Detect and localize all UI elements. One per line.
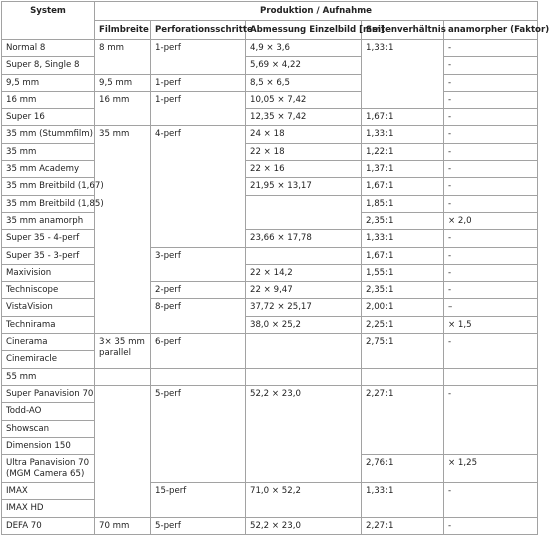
cell-system: Ultra Panavision 70 (MGM Camera 65) [2, 455, 95, 483]
cell-filmbreite: 8 mm [95, 40, 151, 75]
cell-perforation: 2-perf [151, 282, 246, 299]
cell-anamorph: - [444, 57, 538, 74]
cell-seitenverhaeltnis [362, 368, 444, 385]
table-row [2, 57, 538, 74]
table-row [2, 299, 538, 316]
cell-system: IMAX [2, 483, 95, 500]
cell-perforation: 3-perf [151, 247, 246, 282]
cell-seitenverhaeltnis: 2,00:1 [362, 299, 444, 316]
cell-anamorph: - [444, 385, 538, 454]
cell-anamorph: - [444, 517, 538, 534]
cell-system: 35 mm anamorph [2, 212, 95, 229]
table-row [2, 368, 538, 385]
cell-seitenverhaeltnis: 2,27:1 [362, 385, 444, 454]
cell-filmbreite: 3× 35 mm parallel [95, 334, 151, 369]
cell-abmessung: 37,72 × 25,17 [246, 299, 362, 316]
cell-anamorph: - [444, 40, 538, 57]
cell-filmbreite: 70 mm [95, 517, 151, 534]
cell-anamorph: - [444, 483, 538, 518]
cell-perforation: 8-perf [151, 299, 246, 334]
table-row [2, 282, 538, 299]
cell-filmbreite: 16 mm [95, 91, 151, 126]
cell-perforation: 1-perf [151, 74, 246, 91]
cell-system: Maxivision [2, 264, 95, 281]
cell-anamorph: - [444, 247, 538, 264]
cell-anamorph: - [444, 334, 538, 369]
cell-abmessung: 52,2 × 23,0 [246, 517, 362, 534]
cell-system: 35 mm (Stummfilm) [2, 126, 95, 143]
cell-seitenverhaeltnis: 1,33:1 [362, 126, 444, 143]
cell-seitenverhaeltnis: 2,25:1 [362, 316, 444, 333]
cell-anamorph: - [444, 264, 538, 281]
cell-seitenverhaeltnis: 1,33:1 [362, 230, 444, 247]
cell-abmessung: 22 × 9,47 [246, 282, 362, 299]
cell-seitenverhaeltnis: 1,33:1 [362, 483, 444, 518]
cell-system: Technirama [2, 316, 95, 333]
cell-anamorph: - [444, 230, 538, 247]
cell-abmessung [246, 247, 362, 264]
cell-system: Todd-AO [2, 403, 95, 420]
cell-perforation [151, 368, 246, 385]
cell-anamorph: - [444, 91, 538, 108]
cell-system: 16 mm [2, 91, 95, 108]
cell-abmessung [246, 334, 362, 369]
cell-anamorph: × 2,0 [444, 212, 538, 229]
cell-system: Super 35 - 3-perf [2, 247, 95, 264]
cell-anamorph: - [444, 161, 538, 178]
header-filmbreite: Filmbreite [95, 21, 151, 40]
table-row [2, 483, 538, 500]
cell-anamorph: × 1,5 [444, 316, 538, 333]
cell-abmessung: 52,2 × 23,0 [246, 385, 362, 482]
cell-system: 35 mm Breitbild (1,67) [2, 178, 95, 195]
cell-system: VistaVision [2, 299, 95, 316]
table-row [2, 334, 538, 351]
cell-anamorph: - [444, 178, 538, 195]
cell-seitenverhaeltnis: 1,33:1 [362, 40, 444, 109]
cell-abmessung [246, 368, 362, 385]
film-format-table [1, 1, 549, 535]
cell-abmessung: 22 × 18 [246, 143, 362, 160]
cell-abmessung: 4,9 × 3,6 [246, 40, 362, 57]
cell-anamorph: – [444, 299, 538, 316]
cell-seitenverhaeltnis: 1,85:1 [362, 195, 444, 212]
header-seitenverhaeltnis: Seitenverhältnis [362, 21, 444, 40]
cell-abmessung: 23,66 × 17,78 [246, 230, 362, 247]
cell-system: Techniscope [2, 282, 95, 299]
cell-system: Cinemiracle [2, 351, 95, 368]
cell-anamorph [444, 368, 538, 385]
cell-seitenverhaeltnis: 2,75:1 [362, 334, 444, 369]
cell-seitenverhaeltnis: 1,22:1 [362, 143, 444, 160]
cell-seitenverhaeltnis: 1,67:1 [362, 178, 444, 195]
cell-system: 35 mm [2, 143, 95, 160]
table-row [2, 109, 538, 126]
cell-anamorph: - [444, 195, 538, 212]
cell-seitenverhaeltnis: 1,55:1 [362, 264, 444, 281]
cell-anamorph: - [444, 109, 538, 126]
cell-system: Super 16 [2, 109, 95, 126]
cell-filmbreite [95, 368, 151, 385]
table-row [2, 74, 538, 91]
cell-abmessung: 71,0 × 52,2 [246, 483, 362, 518]
table-row [2, 178, 538, 195]
cell-system: 55 mm [2, 368, 95, 385]
cell-perforation: 15-perf [151, 483, 246, 518]
cell-abmessung [246, 195, 362, 230]
cell-seitenverhaeltnis: 2,76:1 [362, 455, 444, 483]
table-row [2, 91, 538, 108]
cell-system: Super Panavision 70 [2, 385, 95, 402]
cell-system: Cinerama [2, 334, 95, 351]
cell-seitenverhaeltnis: 2,35:1 [362, 212, 444, 229]
cell-anamorph: - [444, 282, 538, 299]
cell-filmbreite [95, 385, 151, 517]
cell-abmessung: 5,69 × 4,22 [246, 57, 362, 74]
cell-perforation: 5-perf [151, 517, 246, 534]
cell-perforation: 1-perf [151, 91, 246, 126]
table-row [2, 316, 538, 333]
cell-system: Super 8, Single 8 [2, 57, 95, 74]
cell-system: Showscan [2, 420, 95, 437]
cell-abmessung: 21,95 × 13,17 [246, 178, 362, 195]
table-row [2, 161, 538, 178]
cell-system: 35 mm Academy [2, 161, 95, 178]
cell-abmessung: 22 × 16 [246, 161, 362, 178]
header-anamorph: anamorpher (Faktor) [444, 21, 538, 40]
cell-seitenverhaeltnis: 2,35:1 [362, 282, 444, 299]
table-row [2, 385, 538, 402]
cell-abmessung: 38,0 × 25,2 [246, 316, 362, 333]
table-row [2, 517, 538, 534]
table-row [2, 126, 538, 143]
cell-perforation: 1-perf [151, 40, 246, 75]
cell-system: Normal 8 [2, 40, 95, 57]
cell-system: 35 mm Breitbild (1,85) [2, 195, 95, 212]
cell-abmessung: 10,05 × 7,42 [246, 91, 362, 108]
cell-perforation: 6-perf [151, 334, 246, 369]
cell-filmbreite: 9,5 mm [95, 74, 151, 91]
cell-anamorph: - [444, 126, 538, 143]
table-row [2, 230, 538, 247]
cell-system: IMAX HD [2, 500, 95, 517]
cell-anamorph: - [444, 143, 538, 160]
cell-system: DEFA 70 [2, 517, 95, 534]
table-row [2, 143, 538, 160]
cell-seitenverhaeltnis: 2,27:1 [362, 517, 444, 534]
cell-filmbreite: 35 mm [95, 126, 151, 334]
cell-perforation: 5-perf [151, 385, 246, 482]
cell-perforation: 4-perf [151, 126, 246, 247]
header-system: System [2, 2, 95, 40]
cell-system: Dimension 150 [2, 437, 95, 454]
cell-abmessung: 22 × 14,2 [246, 264, 362, 281]
cell-anamorph: - [444, 74, 538, 91]
table-body [2, 40, 538, 535]
cell-anamorph: × 1,25 [444, 455, 538, 483]
table-row [2, 40, 538, 57]
cell-abmessung: 24 × 18 [246, 126, 362, 143]
cell-abmessung: 8,5 × 6,5 [246, 74, 362, 91]
header-perforation: Perforationsschritte [151, 21, 246, 40]
table-row [2, 195, 538, 212]
table-row [2, 264, 538, 281]
cell-seitenverhaeltnis: 1,37:1 [362, 161, 444, 178]
table-row [2, 247, 538, 264]
cell-seitenverhaeltnis: 1,67:1 [362, 109, 444, 126]
cell-seitenverhaeltnis: 1,67:1 [362, 247, 444, 264]
cell-system: 9,5 mm [2, 74, 95, 91]
header-produktion-aufnahme: Produktion / Aufnahme [95, 2, 538, 21]
cell-abmessung: 12,35 × 7,42 [246, 109, 362, 126]
cell-system: Super 35 - 4-perf [2, 230, 95, 247]
header-abmessung: Abmessung Einzelbild [mm] [246, 21, 362, 40]
